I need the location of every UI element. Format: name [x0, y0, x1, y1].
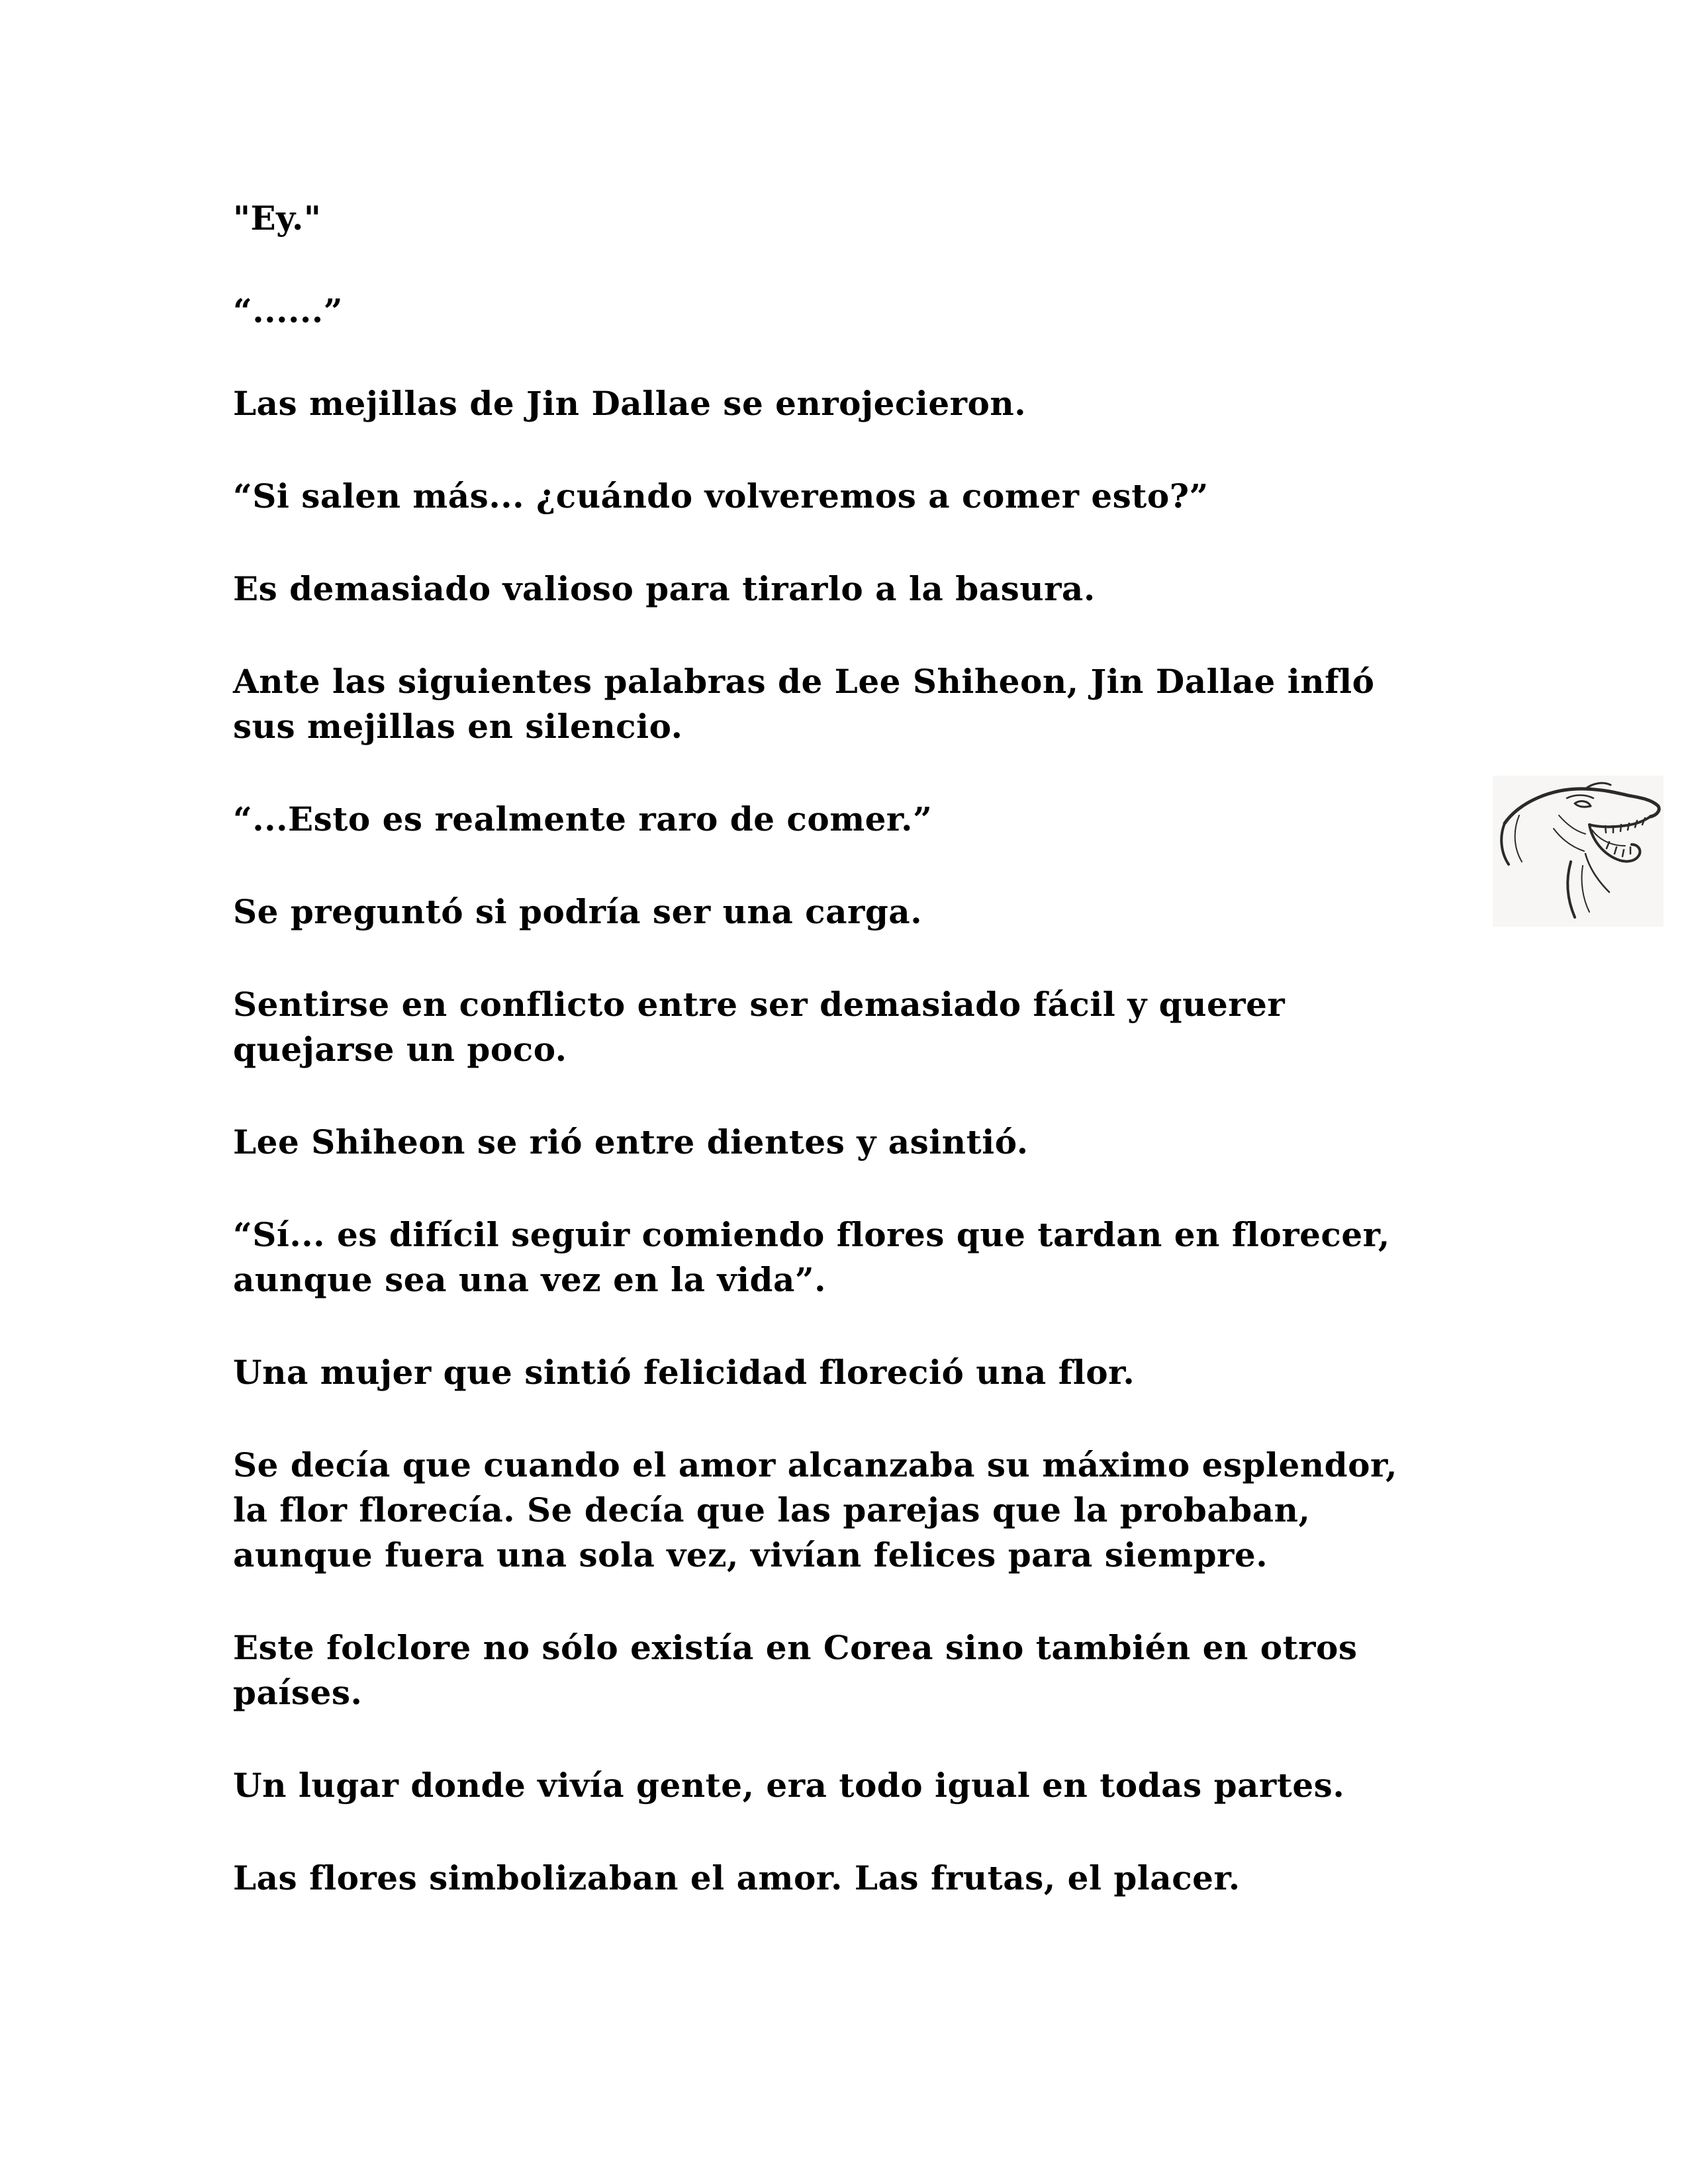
paragraph: Las mejillas de Jin Dallae se enrojecieron. — [233, 384, 1027, 423]
paragraph: Se preguntó si podría ser una carga. — [233, 892, 923, 931]
paragraph: “......” — [233, 291, 343, 330]
paragraph: Sentirse en conflicto entre ser demasiado fácil y querer quejarse un poco. — [233, 985, 1286, 1069]
paragraph: Un lugar donde vivía gente, era todo igual en todas partes. — [233, 1766, 1345, 1805]
paragraph: “Sí... es difícil seguir comiendo flores que tardan en florecer, aunque sea una vez en la vida”. — [233, 1215, 1390, 1299]
paragraph: Lee Shiheon se rió entre dientes y asintió. — [233, 1122, 1029, 1161]
paragraph: Este folclore no sólo existía en Corea sino también en otros países. — [233, 1628, 1358, 1712]
text-body — [233, 196, 1464, 1901]
paragraph: Las flores simbolizaban el amor. Las frutas, el placer. — [233, 1858, 1241, 1897]
paragraph: Ante las siguientes palabras de Lee Shiheon, Jin Dallae infló sus mejillas en silencio. — [233, 662, 1375, 746]
paragraph: “Si salen más... ¿cuándo volveremos a comer esto?” — [233, 477, 1209, 516]
paragraph: Una mujer que sintió felicidad floreció una flor. — [233, 1353, 1135, 1392]
paragraph: “...Esto es realmente raro de comer.” — [233, 799, 933, 839]
paragraph: Se decía que cuando el amor alcanzaba su máximo esplendor, la flor florecía. Se decía que las parejas que la probaban, aunque fuera una sola vez, vivían felices para siempre. — [233, 1445, 1398, 1574]
dinosaur-head-icon — [1493, 776, 1664, 927]
paragraph: Es demasiado valioso para tirarlo a la basura. — [233, 569, 1096, 608]
paragraph: "Ey." — [233, 199, 322, 238]
